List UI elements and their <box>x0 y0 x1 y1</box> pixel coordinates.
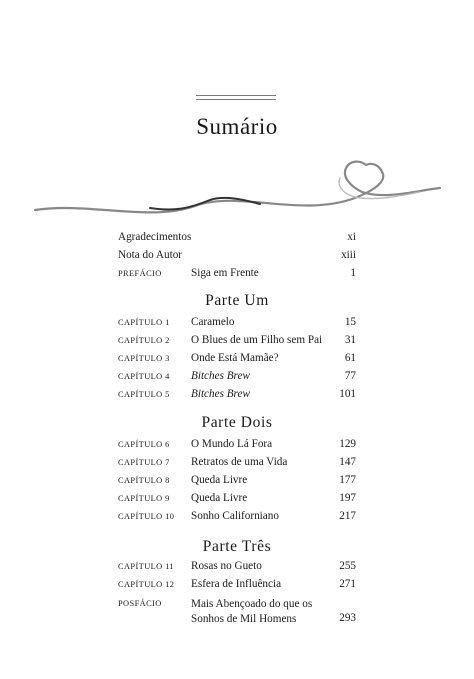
toc-entry-chapter-4[interactable] <box>118 370 356 386</box>
entry-title: Siga em Frente <box>191 267 259 279</box>
toc-entry-chapter-10[interactable] <box>118 510 356 526</box>
entry-title: Caramelo <box>191 316 235 328</box>
top-rule-second <box>196 99 276 100</box>
entry-title: O Blues de um Filho sem Pai <box>191 334 323 346</box>
toc-entry-front-2[interactable] <box>118 249 356 265</box>
entry-title: Bitches Brew <box>191 388 250 400</box>
entry-title: Nota do Autor <box>118 249 183 261</box>
toc-entry-chapter-11[interactable] <box>118 560 356 576</box>
entry-page: 271 <box>339 578 356 590</box>
entry-title: Esfera de Influência <box>191 578 282 590</box>
toc-entry-front-1[interactable] <box>118 231 356 247</box>
entry-label: CAPÍTULO 11 <box>118 562 174 571</box>
entry-label: CAPÍTULO 7 <box>118 458 170 467</box>
entry-page: 77 <box>344 370 356 382</box>
entry-label: CAPÍTULO 9 <box>118 494 170 503</box>
entry-page: 129 <box>339 438 356 450</box>
entry-title: Bitches Brew <box>191 370 250 382</box>
entry-title: Rosas no Gueto <box>191 560 262 572</box>
entry-page: xi <box>347 231 356 243</box>
entry-label: CAPÍTULO 3 <box>118 354 170 363</box>
entry-title-line-2: Sonhos de Mil Homens <box>191 613 297 625</box>
entry-page: 177 <box>339 474 356 486</box>
entry-label: CAPÍTULO 6 <box>118 440 170 449</box>
entry-page: 147 <box>339 456 356 468</box>
entry-page: 1 <box>350 267 356 279</box>
entry-page: 293 <box>339 612 356 624</box>
top-rule <box>196 95 276 96</box>
entry-page: 255 <box>339 560 356 572</box>
toc-entry-preface[interactable] <box>118 267 356 283</box>
entry-title: Queda Livre <box>191 492 248 504</box>
entry-label: CAPÍTULO 2 <box>118 336 170 345</box>
toc-entry-chapter-1[interactable] <box>118 316 356 332</box>
entry-label: CAPÍTULO 5 <box>118 390 170 399</box>
entry-title: Sonho Californiano <box>191 510 279 522</box>
entry-title: Onde Está Mamãe? <box>191 352 279 364</box>
part-heading-2: Parte Dois <box>201 414 273 431</box>
entry-page: 15 <box>344 316 356 328</box>
toc-entry-chapter-7[interactable] <box>118 456 356 472</box>
entry-label: CAPÍTULO 1 <box>118 318 170 327</box>
toc-entry-chapter-2[interactable] <box>118 334 356 350</box>
entry-page: 217 <box>339 510 356 522</box>
toc-entry-postface[interactable] <box>118 597 356 627</box>
entry-page: 197 <box>339 492 356 504</box>
entry-page: xiii <box>341 249 356 261</box>
toc-entry-chapter-12[interactable] <box>118 578 356 594</box>
entry-page: 31 <box>344 334 356 346</box>
entry-title: Agradecimentos <box>118 231 192 243</box>
entry-label: POSFÁCIO <box>118 599 162 608</box>
entry-label: CAPÍTULO 4 <box>118 372 170 381</box>
page-title: Sumário <box>196 114 278 139</box>
entry-title <box>191 597 312 627</box>
entry-label: CAPÍTULO 10 <box>118 512 175 521</box>
heart-ribbon-ornament <box>0 140 474 220</box>
toc-entry-chapter-8[interactable] <box>118 474 356 490</box>
toc-entry-chapter-5[interactable] <box>118 388 356 404</box>
entry-title: Queda Livre <box>191 474 248 486</box>
part-heading-1: Parte Um <box>205 292 269 309</box>
toc-entry-chapter-6[interactable] <box>118 438 356 454</box>
entry-title: Retratos de uma Vida <box>191 456 288 468</box>
entry-title-line-1: Mais Abençoado do que os <box>191 598 313 610</box>
entry-label: CAPÍTULO 8 <box>118 476 170 485</box>
toc-entry-chapter-9[interactable] <box>118 492 356 508</box>
entry-label: PREFÁCIO <box>118 269 162 278</box>
part-heading-3: Parte Três <box>202 538 272 555</box>
toc-entry-chapter-3[interactable] <box>118 352 356 368</box>
entry-page: 101 <box>339 388 356 400</box>
entry-title: O Mundo Lá Fora <box>191 438 273 450</box>
entry-label: CAPÍTULO 12 <box>118 580 175 589</box>
entry-page: 61 <box>344 352 356 364</box>
